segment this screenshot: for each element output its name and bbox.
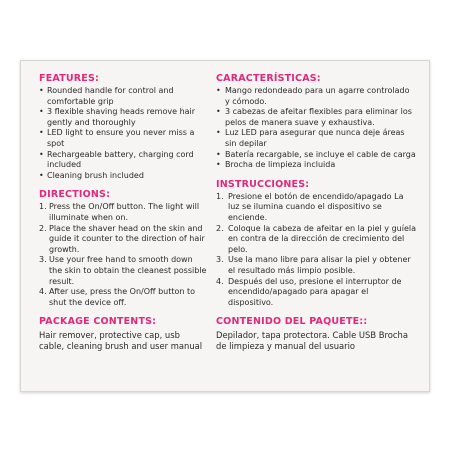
instruction-card xyxy=(20,60,430,392)
instrucciones-heading: INSTRUCCIONES: xyxy=(216,178,310,190)
instrucciones-section xyxy=(216,179,416,309)
package-section xyxy=(39,316,207,352)
caracteristicas-heading: CARACTERÍSTICAS: xyxy=(216,73,321,84)
directions-heading: DIRECTIONS: xyxy=(39,189,111,201)
list-item: 3. Use your free hand to smooth down the skin to obtain the cleanest possible result. xyxy=(39,255,207,286)
list-item: • 3 cabezas de afeitar flexibles para eliminar los pelos de manera suave y exhaustiva. xyxy=(216,107,412,127)
paquete-contents-text: Depilador, tapa protectora. Cable USB Brocha de limpieza y manual del usuario xyxy=(216,330,408,352)
list-item: 2. Place the shaver head on the skin and guide it counter to the direction of hair growth. xyxy=(39,223,205,254)
directions-list xyxy=(39,202,207,308)
list-item: • Luz LED para asegurar que nunca deje áreas sin depilar xyxy=(216,128,405,148)
list-item: 2. Coloque la cabeza de afeitar en la piel y guíela en contra de la dirección de crecimiento del pelo. xyxy=(216,223,416,254)
package-heading: PACKAGE CONTENTS: xyxy=(39,316,157,328)
list-item: 4. Después del uso, presione el interruptor de encendido/apagado para apagar el dispositivo. xyxy=(216,276,402,307)
caracteristicas-list xyxy=(216,86,416,171)
paquete-heading: CONTENIDO DEL PAQUETE:: xyxy=(216,316,368,328)
list-item: 3. Use la mano libre para alisar la piel y obtener el resultado más limpio posible. xyxy=(216,255,411,275)
list-item: • Cleaning brush included xyxy=(39,170,144,180)
list-item: 1. Press the On/Off button. The light will illuminate when on. xyxy=(39,202,200,222)
spanish-column xyxy=(216,73,416,352)
list-item: • Batería recargable, se incluye el cable de carga xyxy=(216,149,416,159)
list-item: • Brocha de limpieza incluida xyxy=(216,160,336,170)
features-list xyxy=(39,86,207,181)
package-contents-text: Hair remover, protective cap, usb cable, cleaning brush and user manual xyxy=(39,330,203,352)
list-item: • LED light to ensure you never miss a spot xyxy=(39,128,195,148)
directions-section xyxy=(39,189,207,308)
list-item: 4. After use, press the On/Off button to shut the device off. xyxy=(39,287,196,307)
paquete-section xyxy=(216,316,416,352)
list-item: • Mango redondeado para un agarre controlado y cómodo. xyxy=(216,86,410,106)
instrucciones-list xyxy=(216,192,416,309)
features-section xyxy=(39,73,207,181)
list-item: • Rounded handle for control and comfortable grip xyxy=(39,86,174,106)
english-column xyxy=(39,73,207,352)
list-item: • 3 flexible shaving heads remove hair gently and thoroughly xyxy=(39,107,196,127)
list-item: • Rechargeable battery, charging cord included xyxy=(39,149,194,170)
list-item: 1. Presione el botón de encendido/apagado La luz se ilumina cuando el dispositivo se enciende. xyxy=(216,191,404,222)
features-heading: FEATURES: xyxy=(39,73,100,84)
caracteristicas-section xyxy=(216,73,416,171)
